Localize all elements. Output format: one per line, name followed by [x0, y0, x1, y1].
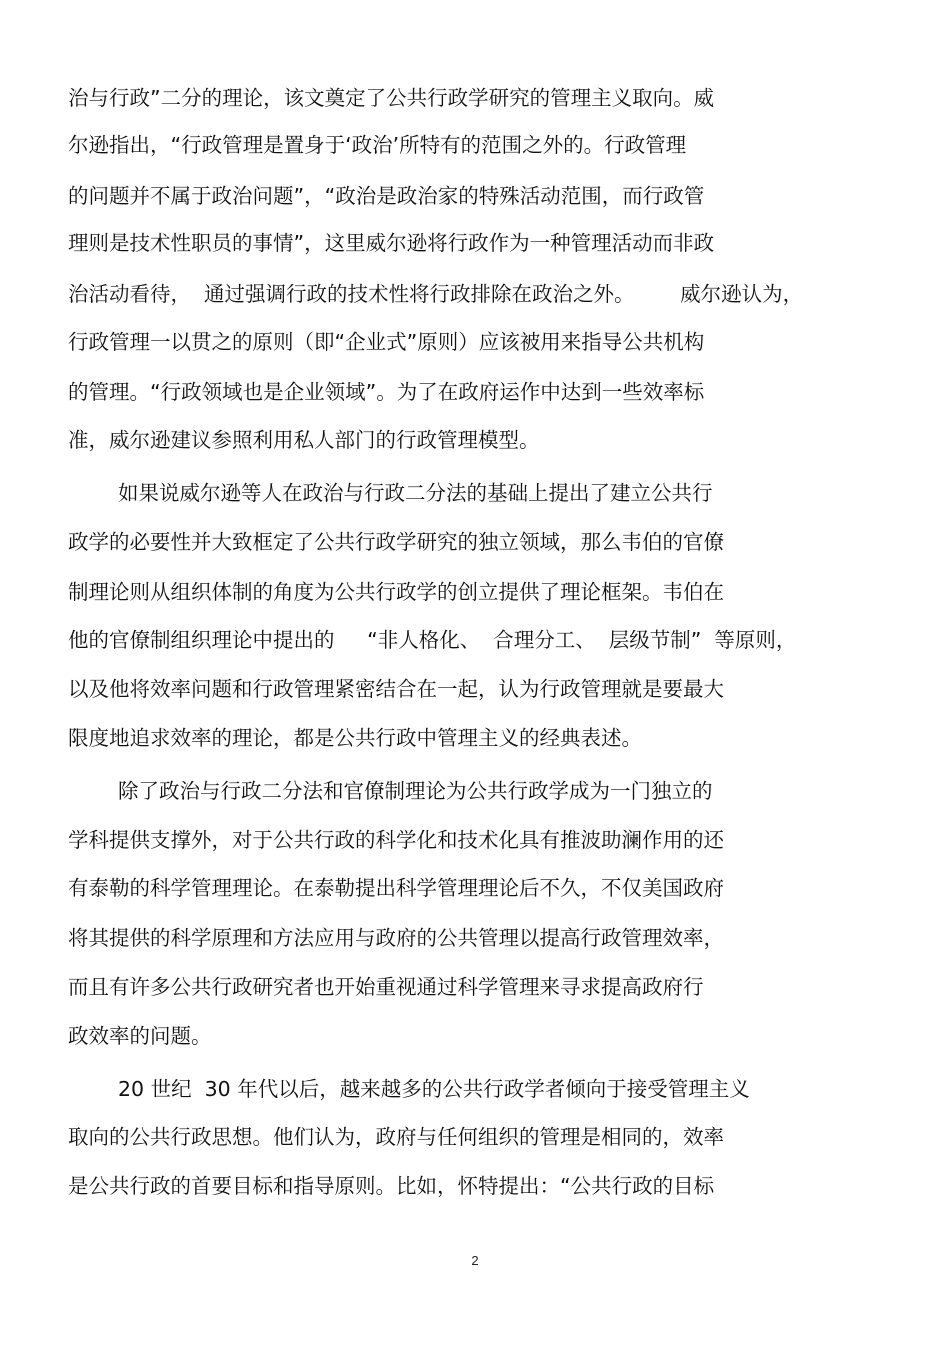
text-line: 是公共行政的首要目标和指导原则。比如，怀特提出：“公共行政的目标 — [68, 1174, 715, 1198]
text-line: 他的官僚制组织理论中提出的 “非人格化、 合理分工、 层级节制” 等原则， — [68, 628, 797, 652]
text-line: 有泰勒的科学管理理论。在泰勒提出科学管理理论后不久，不仅美国政府 — [68, 876, 724, 900]
text-line: 准，威尔逊建议参照利用私人部门的行政管理模型。 — [68, 428, 540, 452]
text-line: 以及他将效率问题和行政管理紧密结合在一起，认为行政管理就是要最大 — [68, 677, 724, 701]
text-line: 学科提供支撑外，对于公共行政的科学化和技术化具有推波助澜作用的还 — [68, 828, 724, 852]
text-line: 将其提供的科学原理和方法应用与政府的公共管理以提高行政管理效率， — [68, 926, 724, 950]
text-line: 政学的必要性并大致框定了公共行政学研究的独立领域，那么韦伯的官僚 — [68, 530, 724, 554]
text-line: 治与行政”二分的理论，该文奠定了公共行政学研究的管理主义取向。威 — [68, 86, 715, 110]
text-line: 行政管理一以贯之的原则（即“企业式”原则）应该被用来指导公共机构 — [68, 330, 705, 354]
text-line: 的管理。“行政领域也是企业领域”。为了在政府运作中达到一些效率标 — [68, 380, 705, 404]
text-line: 除了政治与行政二分法和官僚制理论为公共行政学成为一门独立的 — [118, 779, 713, 803]
text-line: 理则是技术性职员的事情”，这里威尔逊将行政作为一种管理活动而非政 — [68, 231, 715, 255]
text-line: 治活动看待， 通过强调行政的技术性将行政排除在政治之外。 威尔逊认为， — [68, 282, 804, 306]
text-line: 尔逊指出，“行政管理是置身于‘政治’所特有的范围之外的。行政管理 — [68, 133, 687, 157]
text-line: 20 世纪 30 年代以后，越来越多的公共行政学者倾向于接受管理主义 — [118, 1077, 750, 1101]
text-line: 政效率的问题。 — [68, 1024, 212, 1048]
text-line: 如果说威尔逊等人在政治与行政二分法的基础上提出了建立公共行 — [118, 481, 713, 505]
page-number: 2 — [471, 1253, 479, 1268]
text-line: 而且有许多公共行政研究者也开始重视通过科学管理来寻求提高政府行 — [68, 975, 704, 999]
text-line: 的问题并不属于政治问题”，“政治是政治家的特殊活动范围，而行政管 — [68, 184, 705, 208]
text-line: 取向的公共行政思想。他们认为，政府与任何组织的管理是相同的，效率 — [68, 1125, 724, 1149]
text-line: 限度地追求效率的理论，都是公共行政中管理主义的经典表述。 — [68, 726, 642, 750]
text-line: 制理论则从组织体制的角度为公共行政学的创立提供了理论框架。韦伯在 — [68, 580, 724, 604]
